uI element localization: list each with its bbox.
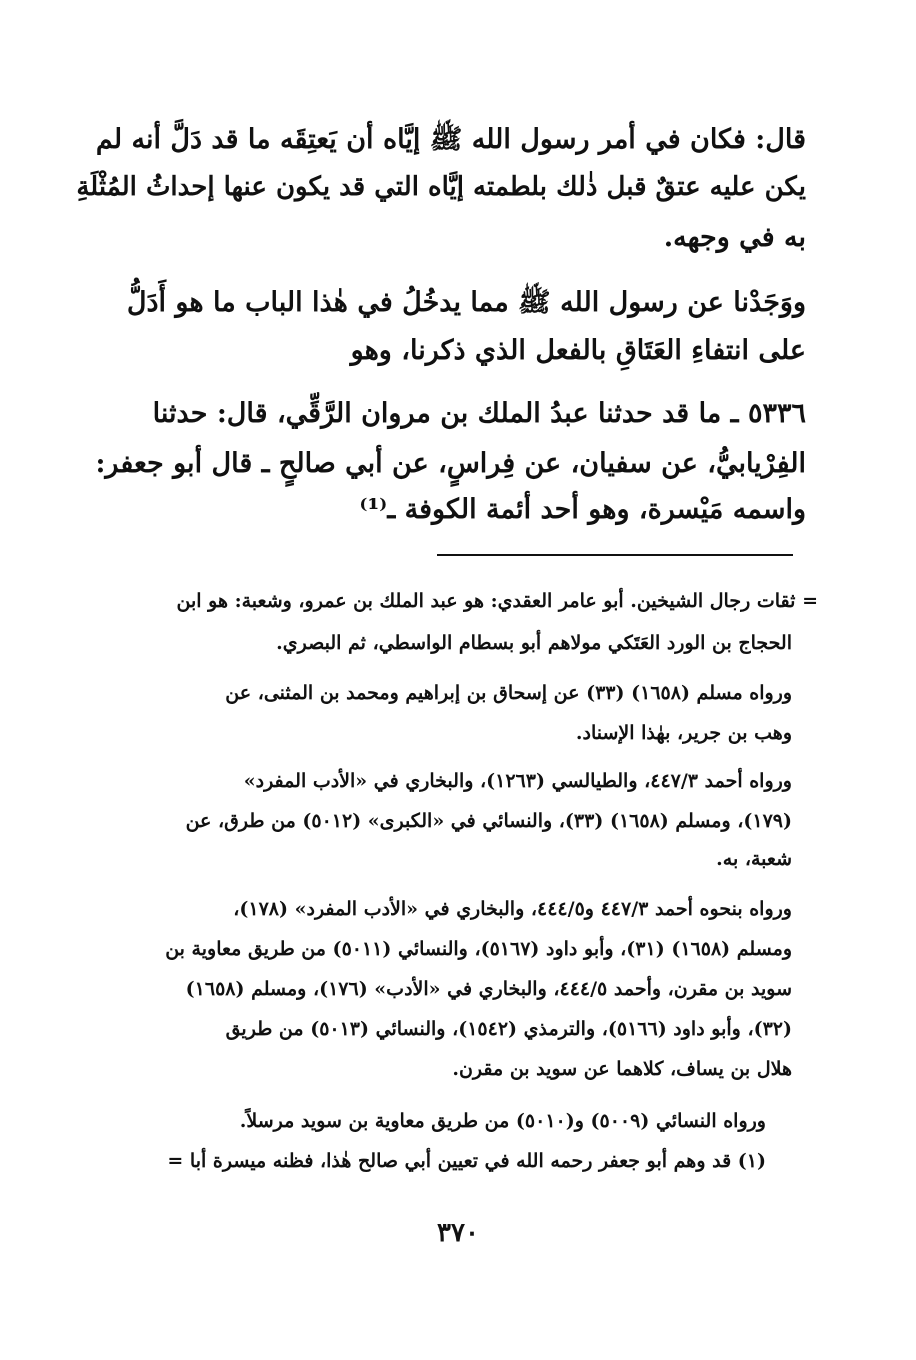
text-line: به في وجهه. <box>663 222 806 253</box>
footnote-line: الحجاج بن الورد العَتَكي مولاهم أبو بسطام الواسطي، ثم البصري. <box>276 632 792 654</box>
footnote-separator <box>437 554 793 556</box>
text-line: ووَجَدْنا عن رسول الله ﷺ مما يدخُلُ في هٰذا الباب ما هو أَدَلُّ <box>126 287 806 318</box>
text-line: على انتفاءِ العَتَاقِ بالفعل الذي ذكرنا، وهو <box>350 335 806 366</box>
footnote-line: شعبة، به. <box>716 848 792 870</box>
text-line: واسمه مَيْسرة، وهو أحد أئمة الكوفة ـ⁽¹⁾ <box>359 494 806 525</box>
footnote-line: (١٧٩)، ومسلم (١٦٥٨) (٣٣)، والنسائي في «الكبرى» (٥٠١٢) من طرق، عن <box>185 810 792 832</box>
page-number: ٣٧٠ <box>437 1218 479 1248</box>
footnote-line: (٣٢)، وأبو داود (٥١٦٦)، والترمذي (١٥٤٢)، والنسائي (٥٠١٣) من طريق <box>225 1018 792 1040</box>
footnote-line: ورواه مسلم (١٦٥٨) (٣٣) عن إسحاق بن إبراهيم ومحمد بن المثنى، عن <box>225 682 792 704</box>
footnote-line: ورواه بنحوه أحمد ٤٤٧/٣ و٤٤٤/٥، والبخاري في «الأدب المفرد» (١٧٨)، <box>233 898 792 920</box>
footnote-line: وهب بن جرير، بهٰذا الإسناد. <box>575 722 792 744</box>
footnote-line: سويد بن مقرن، وأحمد ٤٤٤/٥، والبخاري في «الأدب» (١٧٦)، ومسلم (١٦٥٨) <box>185 978 792 1000</box>
footnote-line: = ثقات رجال الشيخين. أبو عامر العقدي: هو عبد الملك بن عمرو، وشعبة: هو ابن <box>176 590 818 612</box>
text-line: ٥٣٣٦ ـ ما قد حدثنا عبدُ الملك بن مروان الرَّقِّي، قال: حدثنا <box>152 398 806 429</box>
text-line: يكن عليه عتقٌ قبل ذٰلك بلطمته إيَّاه التي قد يكون عنها إحداثُ المُثْلَةِ <box>76 172 806 202</box>
text-line: قال: فكان في أمر رسول الله ﷺ إيَّاه أن يَعتِقَه ما قد دَلَّ أنه لم <box>95 124 806 155</box>
footnote-line: (١) قد وهم أبو جعفر رحمه الله في تعيين أبي صالح هٰذا، فظنه ميسرة أبا = <box>167 1150 766 1172</box>
footnote-line: ومسلم (١٦٥٨) (٣١)، وأبو داود (٥١٦٧)، والنسائي (٥٠١١) من طريق معاوية بن <box>165 938 792 960</box>
text-line: الفِرْيابيُّ، عن سفيان، عن فِراسٍ، عن أبي صالحٍ ـ قال أبو جعفر: <box>95 448 806 479</box>
footnote-line: هلال بن يساف، كلاهما عن سويد بن مقرن. <box>452 1058 792 1080</box>
footnote-line: ورواه النسائي (٥٠٠٩) و(٥٠١٠) من طريق معاوية بن سويد مرسلاً. <box>239 1110 766 1132</box>
footnote-line: ورواه أحمد ٤٤٧/٣، والطيالسي (١٢٦٣)، والبخاري في «الأدب المفرد» <box>243 770 792 792</box>
